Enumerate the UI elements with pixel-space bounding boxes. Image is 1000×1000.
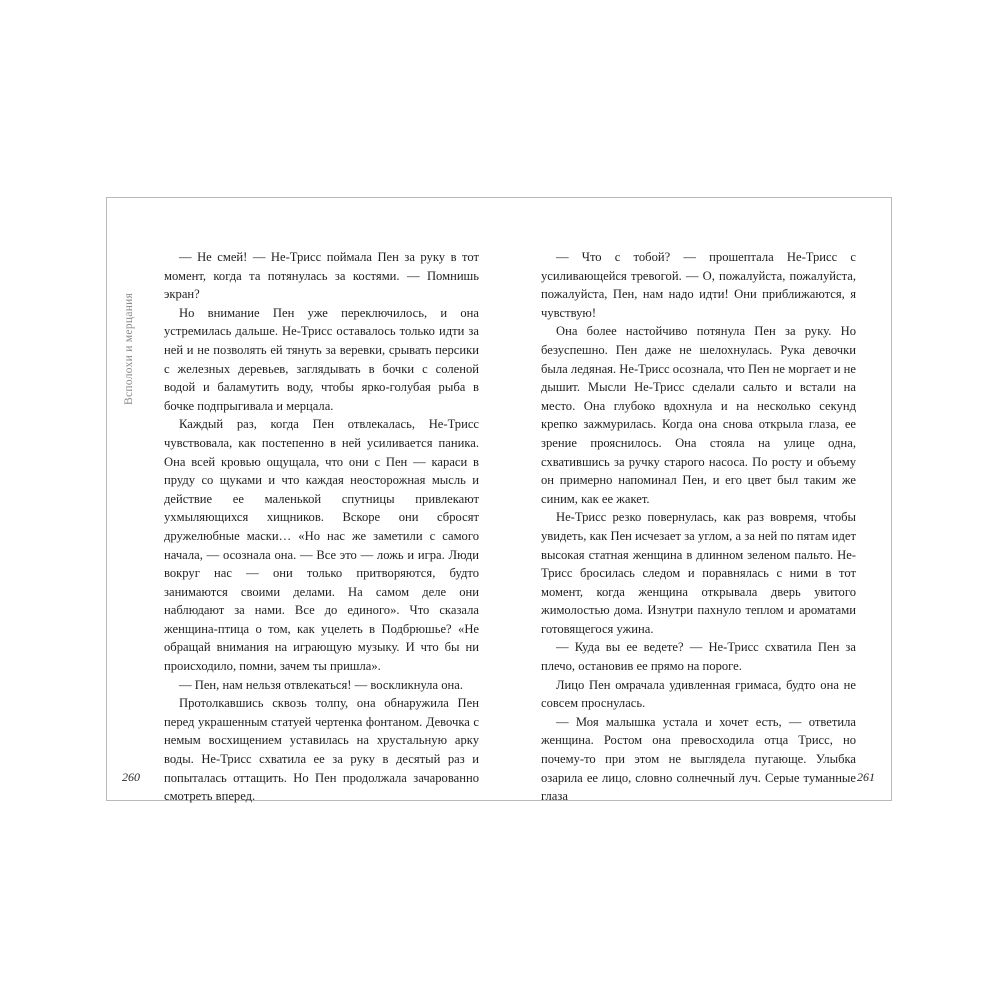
right-page-text (541, 248, 856, 806)
paragraph: — Что с тобой? — прошептала Не-Трисс с усиливающейся тревогой. — О, пожалуйста, пожалуйста, пожалуйста, Пен, нам надо идти! Они приближаются, я чувствую! (541, 250, 856, 320)
paragraph: Она более настойчиво потянула Пен за руку. Но безуспешно. Пен даже не шелохнулась. Рука девочки была ледяная. Не-Трисс осознала, что Пен не моргает и не дышит. Мысли Не-Трисс сделали сальто и встали на место. Она глубоко вдохнула и на несколько секунд крепко зажмурилась. Когда она снова открыла глаза, ее зрение прояснилось. Она стояла на улице одна, схватившись за ручку старого насоса. По росту и объему он примерно напоминал Пен, и его цвет был таким же синим, как ее жакет. (541, 324, 856, 506)
paragraph: Но внимание Пен уже переключилось, и она устремилась дальше. Не-Трисс оставалось только идти за ней и не позволять ей тянуть за веревки, срывать персики с железных деревьев, заглядывать в бочки с соленой водой и баламутить воду, чтобы ярко-голубая рыба в бочке подпрыгивала и мерцала. (164, 305, 479, 413)
paragraph: Протолкавшись сквозь толпу, она обнаружила Пен перед украшенным статуей чертенка фонтаном. Девочка с немым восхищением уставилась на хрустальную арку воды. Не-Трисс схватила ее за руку в десятый раз и попыталась оттащить. Но Пен продолжала зачарованно смотреть вперед. (164, 696, 479, 804)
paragraph: Каждый раз, когда Пен отвлекалась, Не-Трисс чувствовала, как постепенно в ней усиливается паника. Она всей кровью ощущала, что они с Пен — караси в пруду со щуками и что каждая неосторожная мысль и действие ее маленькой спутницы привлекают ухмыляющихся хищников. Вскоре они сбросят дружелюбные маски… «Но нас же заметили с самого начала, — осознала она. — Все это — ложь и игра. Люди вокруг нас — они только притворяются, будто занимаются своими делами. На самом деле они наблюдают за нами. Все до единого». Что сказала женщина-птица о том, как уцелеть в Подбрюшье? «Не обращай внимания на играющую музыку. И что бы ни происходило, помни, зачем ты пришла». (164, 417, 479, 674)
paragraph: Не-Трисс резко повернулась, как раз вовремя, чтобы увидеть, как Пен исчезает за углом, а за ней по пятам идет высокая статная женщина в длинном зеленом пальто. Не-Трисс бросилась следом и поравнялась с ними в тот момент, когда женщина открывала дверь увитого жимолостью дома. Изнутри пахнуло теплом и ароматами готовящегося ужина. (541, 510, 856, 636)
paragraph: — Не смей! — Не-Трисс поймала Пен за руку в тот момент, когда та потянулась за костями. — Помнишь экран? (164, 250, 479, 302)
paragraph: Лицо Пен омрачала удивленная гримаса, будто она не совсем проснулась. (541, 677, 856, 711)
running-head-text: Всполохи и мерцания (123, 292, 135, 405)
paragraph: — Пен, нам нельзя отвлекаться! — воскликнула она. (179, 677, 463, 692)
paragraph: — Куда вы ее ведете? — Не-Трисс схватила Пен за плечо, остановив ее прямо на пороге. (541, 640, 856, 674)
running-head (121, 247, 141, 407)
page-number-right: 261 (857, 770, 875, 784)
page-number-left: 260 (122, 770, 140, 784)
left-page-text (164, 248, 479, 806)
paragraph: — Моя малышка устала и хочет есть, — ответила женщина. Ростом она превосходила отца Трисс, но почему-то при этом не выглядела пугающе. Улыбка озарила ее лицо, словно солнечный луч. Серые туманные глаза (541, 714, 856, 804)
